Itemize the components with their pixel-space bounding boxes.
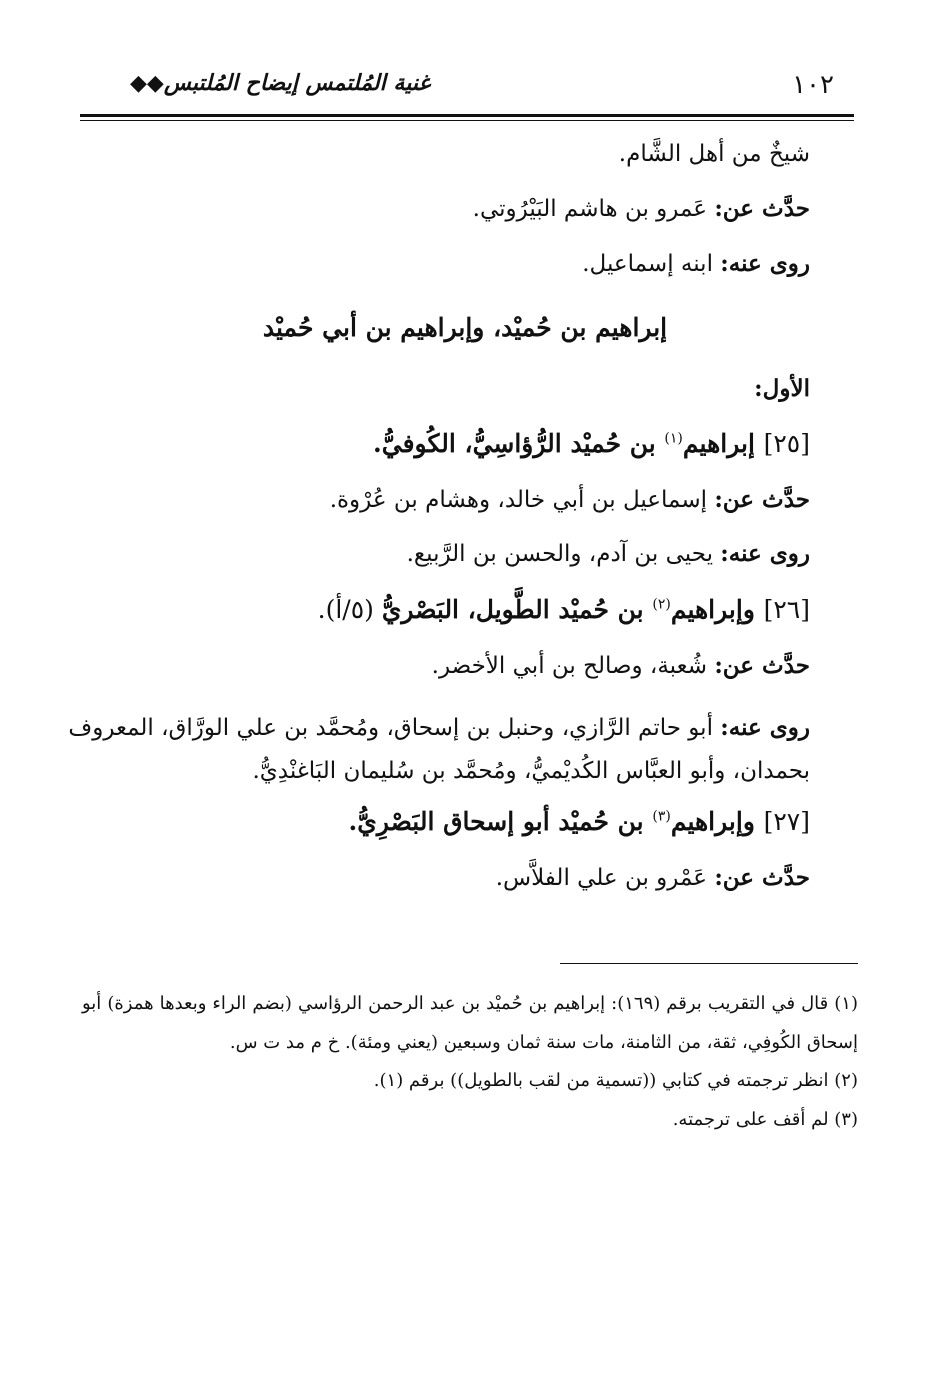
entry-name-rest: بن حُميْد الرُّؤاسِيُّ، الكُوفيُّ. [373, 429, 665, 459]
section-title: إبراهيم بن حُميْد، وإبراهيم بن أبي حُميْد [262, 312, 668, 342]
rawa-label: روى عنه: [720, 713, 810, 741]
rawa-text: يحيى بن آدم، والحسن بن الرَّبيع. [406, 541, 721, 568]
entry-27 [120, 806, 810, 839]
rawa-text: ابنه إسماعيل. [582, 250, 721, 277]
haddatha-line-3 [120, 651, 810, 682]
entry-number: [٢٧] [763, 807, 810, 837]
entry-26 [120, 594, 810, 627]
entry-name: وإبراهيم [670, 807, 764, 837]
manuscript-ref: (٥/أ). [317, 595, 382, 625]
footnote-ref: (١) [664, 430, 683, 447]
footnote-3: (٣) لم أقف على ترجمته. [672, 1109, 858, 1131]
footnote-separator [560, 963, 858, 964]
page-number: ١٠٢ [792, 70, 834, 100]
rawa-label: روى عنه: [720, 249, 810, 277]
footnote-2: (٢) انظر ترجمته في كتابي ((تسمية من لقب بالطويل)) برقم (١). [373, 1070, 858, 1092]
entry-name: إبراهيم [682, 429, 764, 459]
entry-25 [120, 428, 810, 461]
haddatha-label: حدَّث عن: [714, 651, 810, 679]
rawa-label: روى عنه: [720, 540, 810, 568]
rawa-text: أبو حاتم الرَّازي، وحنبل بن إسحاق، ومُحمَّد بن علي الورَّاق، المعروف بحمدان، وأبو العبَّاس الكُديْميُّ، ومُحمَّد بن سُليمان البَاغنْدِيُّ. [68, 714, 810, 785]
haddatha-label: حدَّث عن: [714, 485, 810, 513]
rawa-line-3 [36, 706, 810, 794]
haddatha-text: عَمْرو بن علي الفلاَّس. [495, 864, 715, 891]
haddatha-label: حدَّث عن: [714, 863, 810, 891]
rawa-line-1 [120, 249, 810, 280]
footnote-ref: (٣) [652, 808, 671, 825]
rawa-line-2 [120, 539, 810, 570]
header-rule-thick [80, 114, 854, 117]
footnote-ref: (٢) [652, 597, 671, 614]
main-text [68, 140, 810, 894]
haddatha-label: حدَّث عن: [714, 194, 810, 222]
haddatha-line-4 [120, 863, 810, 894]
running-title: غنية المُلتمس إيضاح المُلتبس◆◆ [130, 70, 430, 96]
line-sheikh: شيخٌ من أهل الشَّام. [618, 141, 810, 167]
entry-name-rest: بن حُميْد أبو إسحاق البَصْرِيُّ. [348, 807, 653, 837]
footnotes [82, 985, 858, 1140]
haddatha-text: إسماعيل بن أبي خالد، وهشام بن عُرْوة. [329, 486, 715, 513]
haddatha-text: عَمرو بن هاشم البَيْرُوتي. [472, 195, 715, 222]
first-label: الأول: [754, 375, 810, 403]
entry-name-rest: بن حُميْد الطَّويل، البَصْريُّ [381, 595, 653, 625]
haddatha-text: شُعبة، وصالح بن أبي الأخضر. [431, 652, 715, 679]
header-rule-thin [80, 120, 854, 121]
footnote-1: (١) قال في التقريب برقم (١٦٩): إبراهيم بن حُميْد بن عبد الرحمن الرؤاسي (بضم الراء وبعدها همزة) أبو إسحاق الكُوفِي، ثقة، من الثامنة، مات سنة ثمان وسبعين (يعني ومئة). خ م مد ت س. [82, 993, 858, 1053]
entry-number: [٢٦] [763, 595, 810, 625]
haddatha-line-2 [120, 485, 810, 516]
page-header [82, 60, 842, 110]
entry-number: [٢٥] [763, 429, 810, 459]
haddatha-line-1 [120, 194, 810, 225]
entry-name: وإبراهيم [670, 595, 764, 625]
